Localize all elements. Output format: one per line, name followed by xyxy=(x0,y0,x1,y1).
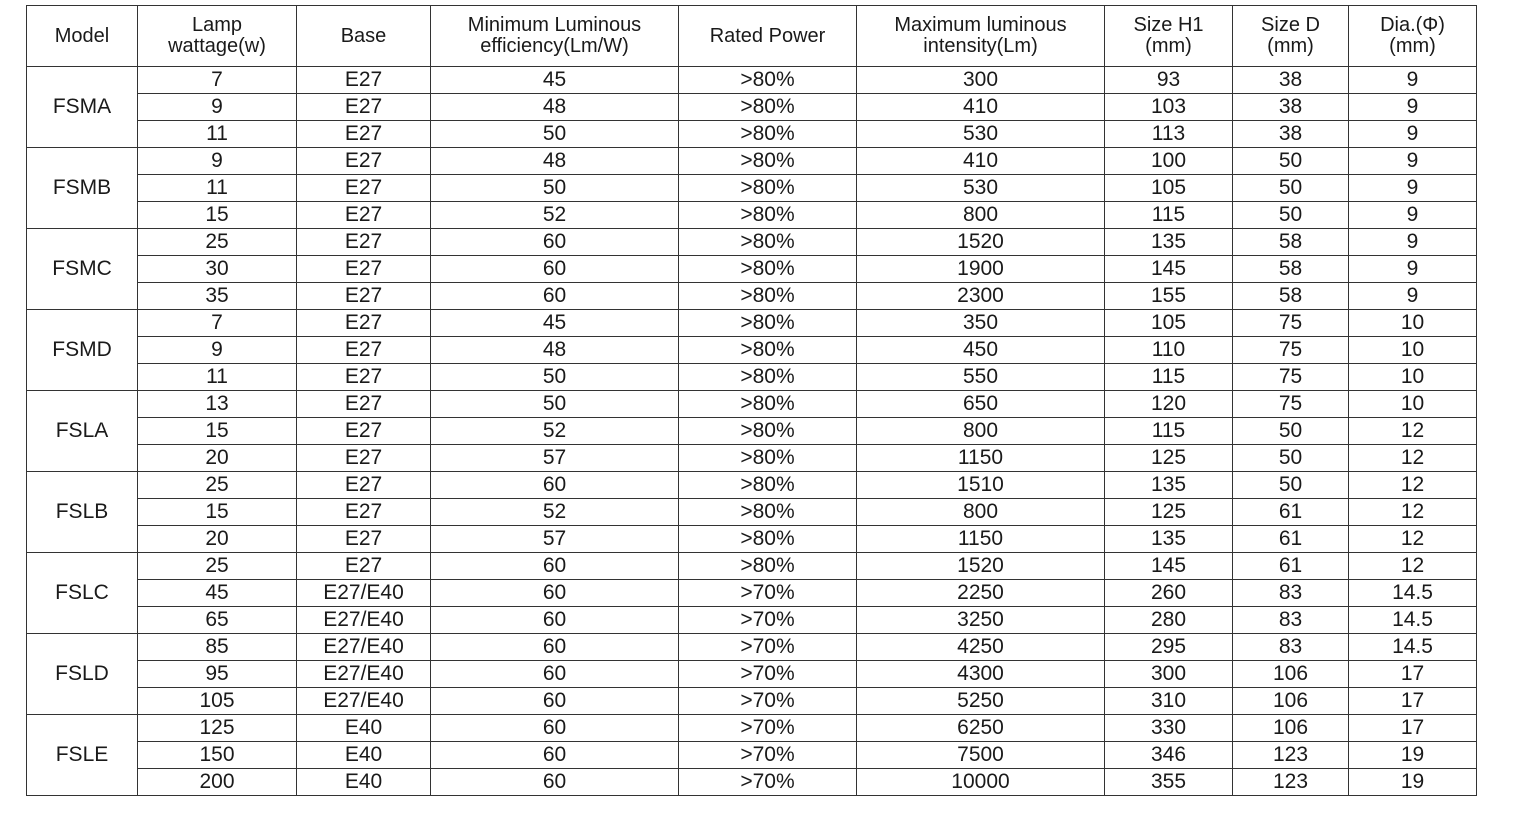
rated-power-cell: >80% xyxy=(679,94,857,121)
wattage-cell: 11 xyxy=(138,121,297,148)
table-row xyxy=(27,580,1477,607)
rated-power-cell: >80% xyxy=(679,256,857,283)
size-d-cell: 123 xyxy=(1233,742,1349,769)
efficiency-cell: 60 xyxy=(431,229,679,256)
base-cell: E27 xyxy=(297,526,431,553)
wattage-cell: 20 xyxy=(138,445,297,472)
size-d-cell: 58 xyxy=(1233,229,1349,256)
rated-power-cell: >80% xyxy=(679,337,857,364)
size-d-cell: 50 xyxy=(1233,418,1349,445)
rated-power-cell: >70% xyxy=(679,769,857,796)
wattage-cell: 25 xyxy=(138,553,297,580)
base-cell: E27 xyxy=(297,121,431,148)
size-d-cell: 61 xyxy=(1233,553,1349,580)
efficiency-cell: 60 xyxy=(431,769,679,796)
base-cell: E27 xyxy=(297,94,431,121)
size-d-cell: 106 xyxy=(1233,688,1349,715)
base-cell: E27 xyxy=(297,445,431,472)
table-row xyxy=(27,121,1477,148)
header-wattage xyxy=(138,6,297,67)
table-row xyxy=(27,391,1477,418)
base-cell: E27/E40 xyxy=(297,661,431,688)
intensity-cell: 1150 xyxy=(857,445,1105,472)
rated-power-cell: >70% xyxy=(679,742,857,769)
table-row xyxy=(27,202,1477,229)
intensity-cell: 6250 xyxy=(857,715,1105,742)
header-base xyxy=(297,6,431,67)
efficiency-cell: 48 xyxy=(431,148,679,175)
efficiency-cell: 52 xyxy=(431,418,679,445)
base-cell: E27/E40 xyxy=(297,607,431,634)
header-row xyxy=(27,6,1477,67)
model-cell: FSLE xyxy=(27,715,138,796)
dia-cell: 17 xyxy=(1349,715,1477,742)
table-row xyxy=(27,175,1477,202)
header-text-line: intensity(Lm) xyxy=(923,35,1038,57)
lamp-spec-table xyxy=(26,5,1477,796)
table-row xyxy=(27,742,1477,769)
base-cell: E27 xyxy=(297,67,431,94)
intensity-cell: 10000 xyxy=(857,769,1105,796)
dia-cell: 12 xyxy=(1349,418,1477,445)
rated-power-cell: >80% xyxy=(679,526,857,553)
size-h1-cell: 125 xyxy=(1105,499,1233,526)
wattage-cell: 13 xyxy=(138,391,297,418)
wattage-cell: 15 xyxy=(138,202,297,229)
rated-power-cell: >80% xyxy=(679,202,857,229)
table-row xyxy=(27,553,1477,580)
table-row xyxy=(27,472,1477,499)
efficiency-cell: 60 xyxy=(431,607,679,634)
dia-cell: 12 xyxy=(1349,445,1477,472)
base-cell: E40 xyxy=(297,769,431,796)
intensity-cell: 800 xyxy=(857,499,1105,526)
rated-power-cell: >80% xyxy=(679,472,857,499)
wattage-cell: 11 xyxy=(138,175,297,202)
dia-cell: 19 xyxy=(1349,742,1477,769)
intensity-cell: 350 xyxy=(857,310,1105,337)
size-d-cell: 61 xyxy=(1233,526,1349,553)
size-h1-cell: 125 xyxy=(1105,445,1233,472)
base-cell: E27 xyxy=(297,283,431,310)
size-h1-cell: 260 xyxy=(1105,580,1233,607)
rated-power-cell: >80% xyxy=(679,553,857,580)
size-h1-cell: 355 xyxy=(1105,769,1233,796)
efficiency-cell: 50 xyxy=(431,175,679,202)
table-row xyxy=(27,499,1477,526)
base-cell: E40 xyxy=(297,742,431,769)
size-d-cell: 38 xyxy=(1233,94,1349,121)
table-row xyxy=(27,283,1477,310)
table-row xyxy=(27,445,1477,472)
table-row xyxy=(27,256,1477,283)
table-row xyxy=(27,148,1477,175)
rated-power-cell: >80% xyxy=(679,418,857,445)
base-cell: E27 xyxy=(297,256,431,283)
size-h1-cell: 100 xyxy=(1105,148,1233,175)
efficiency-cell: 45 xyxy=(431,67,679,94)
size-d-cell: 83 xyxy=(1233,634,1349,661)
size-d-cell: 58 xyxy=(1233,283,1349,310)
dia-cell: 14.5 xyxy=(1349,580,1477,607)
base-cell: E27 xyxy=(297,229,431,256)
table-row xyxy=(27,634,1477,661)
table-row xyxy=(27,607,1477,634)
size-h1-cell: 113 xyxy=(1105,121,1233,148)
wattage-cell: 30 xyxy=(138,256,297,283)
dia-cell: 17 xyxy=(1349,688,1477,715)
size-h1-cell: 295 xyxy=(1105,634,1233,661)
rated-power-cell: >80% xyxy=(679,148,857,175)
header-text-line: (mm) xyxy=(1267,35,1314,57)
base-cell: E27 xyxy=(297,364,431,391)
dia-cell: 10 xyxy=(1349,310,1477,337)
size-h1-cell: 120 xyxy=(1105,391,1233,418)
wattage-cell: 15 xyxy=(138,499,297,526)
wattage-cell: 125 xyxy=(138,715,297,742)
efficiency-cell: 57 xyxy=(431,526,679,553)
dia-cell: 12 xyxy=(1349,499,1477,526)
size-d-cell: 50 xyxy=(1233,202,1349,229)
table-row xyxy=(27,661,1477,688)
efficiency-cell: 50 xyxy=(431,121,679,148)
base-cell: E27 xyxy=(297,553,431,580)
base-cell: E40 xyxy=(297,715,431,742)
size-d-cell: 50 xyxy=(1233,472,1349,499)
size-h1-cell: 105 xyxy=(1105,175,1233,202)
rated-power-cell: >70% xyxy=(679,580,857,607)
dia-cell: 9 xyxy=(1349,121,1477,148)
size-h1-cell: 330 xyxy=(1105,715,1233,742)
dia-cell: 9 xyxy=(1349,175,1477,202)
efficiency-cell: 50 xyxy=(431,391,679,418)
size-d-cell: 75 xyxy=(1233,310,1349,337)
rated-power-cell: >80% xyxy=(679,499,857,526)
wattage-cell: 15 xyxy=(138,418,297,445)
dia-cell: 14.5 xyxy=(1349,607,1477,634)
dia-cell: 9 xyxy=(1349,229,1477,256)
intensity-cell: 530 xyxy=(857,121,1105,148)
wattage-cell: 45 xyxy=(138,580,297,607)
intensity-cell: 1150 xyxy=(857,526,1105,553)
header-text-line: Size H1 xyxy=(1133,14,1204,36)
intensity-cell: 650 xyxy=(857,391,1105,418)
model-cell: FSMC xyxy=(27,229,138,310)
efficiency-cell: 48 xyxy=(431,94,679,121)
wattage-cell: 20 xyxy=(138,526,297,553)
efficiency-cell: 60 xyxy=(431,472,679,499)
model-cell: FSLC xyxy=(27,553,138,634)
intensity-cell: 1520 xyxy=(857,229,1105,256)
header-size-h1 xyxy=(1105,6,1233,67)
base-cell: E27/E40 xyxy=(297,580,431,607)
model-cell: FSMB xyxy=(27,148,138,229)
intensity-cell: 4250 xyxy=(857,634,1105,661)
wattage-cell: 7 xyxy=(138,67,297,94)
base-cell: E27 xyxy=(297,175,431,202)
header-text-line: Dia.(Φ) xyxy=(1380,14,1445,36)
wattage-cell: 65 xyxy=(138,607,297,634)
efficiency-cell: 48 xyxy=(431,337,679,364)
header-intensity xyxy=(857,6,1105,67)
base-cell: E27 xyxy=(297,148,431,175)
size-h1-cell: 115 xyxy=(1105,202,1233,229)
table-body xyxy=(27,67,1477,796)
table-header xyxy=(27,6,1477,67)
intensity-cell: 530 xyxy=(857,175,1105,202)
wattage-cell: 25 xyxy=(138,472,297,499)
size-d-cell: 75 xyxy=(1233,364,1349,391)
rated-power-cell: >80% xyxy=(679,310,857,337)
intensity-cell: 450 xyxy=(857,337,1105,364)
rated-power-cell: >80% xyxy=(679,121,857,148)
table-row xyxy=(27,769,1477,796)
header-text-line: Base xyxy=(340,24,387,47)
rated-power-cell: >80% xyxy=(679,364,857,391)
rated-power-cell: >70% xyxy=(679,607,857,634)
wattage-cell: 35 xyxy=(138,283,297,310)
intensity-cell: 2250 xyxy=(857,580,1105,607)
efficiency-cell: 57 xyxy=(431,445,679,472)
wattage-cell: 25 xyxy=(138,229,297,256)
intensity-cell: 800 xyxy=(857,418,1105,445)
size-h1-cell: 310 xyxy=(1105,688,1233,715)
efficiency-cell: 52 xyxy=(431,499,679,526)
dia-cell: 10 xyxy=(1349,391,1477,418)
wattage-cell: 9 xyxy=(138,94,297,121)
base-cell: E27/E40 xyxy=(297,634,431,661)
dia-cell: 19 xyxy=(1349,769,1477,796)
dia-cell: 9 xyxy=(1349,94,1477,121)
efficiency-cell: 60 xyxy=(431,742,679,769)
table-row xyxy=(27,310,1477,337)
header-efficiency xyxy=(431,6,679,67)
header-text-line: Model xyxy=(54,24,110,47)
header-rated-power xyxy=(679,6,857,67)
size-d-cell: 61 xyxy=(1233,499,1349,526)
size-h1-cell: 155 xyxy=(1105,283,1233,310)
rated-power-cell: >70% xyxy=(679,661,857,688)
wattage-cell: 200 xyxy=(138,769,297,796)
header-model xyxy=(27,6,138,67)
header-text-line: Maximum luminous xyxy=(894,14,1067,36)
efficiency-cell: 45 xyxy=(431,310,679,337)
intensity-cell: 5250 xyxy=(857,688,1105,715)
size-d-cell: 75 xyxy=(1233,391,1349,418)
intensity-cell: 2300 xyxy=(857,283,1105,310)
wattage-cell: 95 xyxy=(138,661,297,688)
model-cell: FSLD xyxy=(27,634,138,715)
efficiency-cell: 60 xyxy=(431,715,679,742)
efficiency-cell: 60 xyxy=(431,283,679,310)
model-cell: FSLB xyxy=(27,472,138,553)
base-cell: E27 xyxy=(297,310,431,337)
base-cell: E27 xyxy=(297,418,431,445)
size-d-cell: 123 xyxy=(1233,769,1349,796)
dia-cell: 9 xyxy=(1349,67,1477,94)
dia-cell: 17 xyxy=(1349,661,1477,688)
efficiency-cell: 60 xyxy=(431,688,679,715)
header-dia xyxy=(1349,6,1477,67)
wattage-cell: 11 xyxy=(138,364,297,391)
dia-cell: 9 xyxy=(1349,283,1477,310)
header-text-line: Rated Power xyxy=(709,24,826,47)
wattage-cell: 9 xyxy=(138,337,297,364)
rated-power-cell: >70% xyxy=(679,634,857,661)
table-row xyxy=(27,364,1477,391)
size-d-cell: 50 xyxy=(1233,445,1349,472)
model-cell: FSMA xyxy=(27,67,138,148)
dia-cell: 12 xyxy=(1349,553,1477,580)
base-cell: E27 xyxy=(297,499,431,526)
size-d-cell: 50 xyxy=(1233,175,1349,202)
base-cell: E27/E40 xyxy=(297,688,431,715)
efficiency-cell: 60 xyxy=(431,256,679,283)
size-h1-cell: 135 xyxy=(1105,526,1233,553)
table-row xyxy=(27,94,1477,121)
dia-cell: 12 xyxy=(1349,472,1477,499)
size-d-cell: 58 xyxy=(1233,256,1349,283)
intensity-cell: 1520 xyxy=(857,553,1105,580)
base-cell: E27 xyxy=(297,472,431,499)
dia-cell: 12 xyxy=(1349,526,1477,553)
size-h1-cell: 280 xyxy=(1105,607,1233,634)
model-cell: FSLA xyxy=(27,391,138,472)
dia-cell: 9 xyxy=(1349,148,1477,175)
intensity-cell: 410 xyxy=(857,94,1105,121)
efficiency-cell: 60 xyxy=(431,661,679,688)
rated-power-cell: >70% xyxy=(679,715,857,742)
size-h1-cell: 105 xyxy=(1105,310,1233,337)
model-cell: FSMD xyxy=(27,310,138,391)
rated-power-cell: >80% xyxy=(679,391,857,418)
header-text-line: efficiency(Lm/W) xyxy=(480,35,629,57)
rated-power-cell: >80% xyxy=(679,67,857,94)
intensity-cell: 1900 xyxy=(857,256,1105,283)
rated-power-cell: >80% xyxy=(679,445,857,472)
dia-cell: 10 xyxy=(1349,364,1477,391)
table-row xyxy=(27,688,1477,715)
wattage-cell: 9 xyxy=(138,148,297,175)
size-h1-cell: 115 xyxy=(1105,364,1233,391)
efficiency-cell: 60 xyxy=(431,580,679,607)
header-text-line: wattage(w) xyxy=(168,35,266,57)
size-d-cell: 75 xyxy=(1233,337,1349,364)
rated-power-cell: >70% xyxy=(679,688,857,715)
intensity-cell: 300 xyxy=(857,67,1105,94)
base-cell: E27 xyxy=(297,391,431,418)
intensity-cell: 7500 xyxy=(857,742,1105,769)
header-text-line: Size D xyxy=(1261,14,1320,36)
size-d-cell: 106 xyxy=(1233,661,1349,688)
header-text-line: (mm) xyxy=(1389,35,1436,57)
base-cell: E27 xyxy=(297,337,431,364)
wattage-cell: 7 xyxy=(138,310,297,337)
table-row xyxy=(27,526,1477,553)
rated-power-cell: >80% xyxy=(679,229,857,256)
efficiency-cell: 50 xyxy=(431,364,679,391)
table-row xyxy=(27,337,1477,364)
size-h1-cell: 135 xyxy=(1105,472,1233,499)
size-d-cell: 106 xyxy=(1233,715,1349,742)
wattage-cell: 85 xyxy=(138,634,297,661)
header-text-line: Minimum Luminous xyxy=(467,14,642,36)
header-size-d xyxy=(1233,6,1349,67)
intensity-cell: 4300 xyxy=(857,661,1105,688)
size-d-cell: 83 xyxy=(1233,607,1349,634)
header-text-line: (mm) xyxy=(1145,35,1192,57)
intensity-cell: 410 xyxy=(857,148,1105,175)
size-d-cell: 50 xyxy=(1233,148,1349,175)
efficiency-cell: 60 xyxy=(431,634,679,661)
rated-power-cell: >80% xyxy=(679,175,857,202)
header-text-line: Lamp xyxy=(191,14,243,36)
efficiency-cell: 52 xyxy=(431,202,679,229)
dia-cell: 10 xyxy=(1349,337,1477,364)
table-row xyxy=(27,67,1477,94)
size-h1-cell: 110 xyxy=(1105,337,1233,364)
size-h1-cell: 145 xyxy=(1105,256,1233,283)
intensity-cell: 550 xyxy=(857,364,1105,391)
size-h1-cell: 300 xyxy=(1105,661,1233,688)
dia-cell: 9 xyxy=(1349,256,1477,283)
table-row xyxy=(27,418,1477,445)
table-row xyxy=(27,715,1477,742)
base-cell: E27 xyxy=(297,202,431,229)
dia-cell: 14.5 xyxy=(1349,634,1477,661)
wattage-cell: 105 xyxy=(138,688,297,715)
size-d-cell: 83 xyxy=(1233,580,1349,607)
table-row xyxy=(27,229,1477,256)
wattage-cell: 150 xyxy=(138,742,297,769)
size-h1-cell: 115 xyxy=(1105,418,1233,445)
intensity-cell: 1510 xyxy=(857,472,1105,499)
efficiency-cell: 60 xyxy=(431,553,679,580)
size-h1-cell: 346 xyxy=(1105,742,1233,769)
size-d-cell: 38 xyxy=(1233,121,1349,148)
size-h1-cell: 145 xyxy=(1105,553,1233,580)
size-h1-cell: 93 xyxy=(1105,67,1233,94)
rated-power-cell: >80% xyxy=(679,283,857,310)
size-h1-cell: 103 xyxy=(1105,94,1233,121)
dia-cell: 9 xyxy=(1349,202,1477,229)
intensity-cell: 800 xyxy=(857,202,1105,229)
size-h1-cell: 135 xyxy=(1105,229,1233,256)
intensity-cell: 3250 xyxy=(857,607,1105,634)
size-d-cell: 38 xyxy=(1233,67,1349,94)
